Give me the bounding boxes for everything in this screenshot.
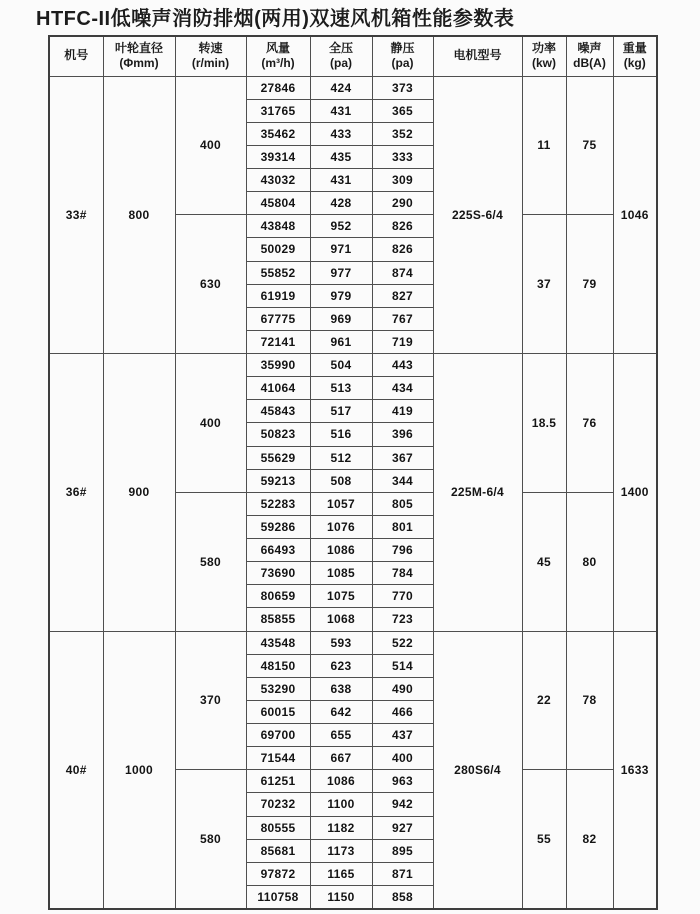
cell-air-volume: 43848: [246, 215, 310, 238]
cell-air-volume: 55629: [246, 446, 310, 469]
cell-speed: 370: [175, 631, 246, 770]
cell-static-pressure: 400: [372, 747, 433, 770]
cell-total-pressure: 667: [310, 747, 372, 770]
cell-static-pressure: 767: [372, 307, 433, 330]
cell-speed: 630: [175, 215, 246, 354]
cell-air-volume: 66493: [246, 539, 310, 562]
header-unit: (kw): [532, 56, 556, 71]
header-unit: (m³/h): [261, 56, 295, 71]
cell-air-volume: 50823: [246, 423, 310, 446]
cell-total-pressure: 1182: [310, 816, 372, 839]
cell-static-pressure: 309: [372, 169, 433, 192]
cell-power: 37: [522, 215, 566, 354]
cell-static-pressure: 805: [372, 492, 433, 515]
header-unit: (pa): [391, 56, 414, 71]
table-row: [49, 354, 657, 377]
cell-total-pressure: 504: [310, 354, 372, 377]
cell-air-volume: 43548: [246, 631, 310, 654]
cell-static-pressure: 871: [372, 862, 433, 885]
cell-static-pressure: 443: [372, 354, 433, 377]
col-header-impeller-diameter: [103, 36, 175, 76]
col-header-power: [522, 36, 566, 76]
header-label: 静压: [390, 40, 415, 55]
cell-impeller-diameter: 800: [103, 76, 175, 354]
cell-static-pressure: 419: [372, 400, 433, 423]
cell-static-pressure: 723: [372, 608, 433, 631]
cell-air-volume: 45843: [246, 400, 310, 423]
cell-static-pressure: 522: [372, 631, 433, 654]
header-row: [49, 36, 657, 76]
cell-total-pressure: 1165: [310, 862, 372, 885]
cell-air-volume: 35990: [246, 354, 310, 377]
cell-total-pressure: 424: [310, 76, 372, 99]
cell-total-pressure: 1150: [310, 885, 372, 908]
cell-total-pressure: 952: [310, 215, 372, 238]
col-header-motor-model: [433, 36, 522, 76]
cell-air-volume: 55852: [246, 261, 310, 284]
cell-static-pressure: 796: [372, 539, 433, 562]
cell-motor-model: 225M-6/4: [433, 354, 522, 632]
cell-total-pressure: 655: [310, 724, 372, 747]
cell-static-pressure: 344: [372, 469, 433, 492]
cell-air-volume: 80555: [246, 816, 310, 839]
cell-unit-no: 40#: [49, 631, 103, 909]
page-title: HTFC-II低噪声消防排烟(两用)双速风机箱性能参数表: [36, 8, 515, 30]
cell-total-pressure: 517: [310, 400, 372, 423]
cell-static-pressure: 367: [372, 446, 433, 469]
col-header-noise: [566, 36, 613, 76]
cell-total-pressure: 593: [310, 631, 372, 654]
cell-static-pressure: 895: [372, 839, 433, 862]
cell-air-volume: 41064: [246, 377, 310, 400]
cell-total-pressure: 513: [310, 377, 372, 400]
fan-spec-table: [48, 35, 658, 910]
header-label: 电机型号: [453, 48, 502, 63]
cell-static-pressure: 827: [372, 284, 433, 307]
cell-total-pressure: 433: [310, 122, 372, 145]
cell-total-pressure: 431: [310, 99, 372, 122]
cell-total-pressure: 1085: [310, 562, 372, 585]
cell-weight: 1046: [613, 76, 657, 354]
cell-weight: 1400: [613, 354, 657, 632]
header-label: 叶轮直径: [114, 40, 163, 55]
col-header-speed: [175, 36, 246, 76]
cell-static-pressure: 437: [372, 724, 433, 747]
header-unit: (pa): [330, 56, 352, 71]
cell-power: 11: [522, 76, 566, 215]
cell-air-volume: 61251: [246, 770, 310, 793]
cell-total-pressure: 428: [310, 192, 372, 215]
cell-total-pressure: 623: [310, 654, 372, 677]
table-row: [49, 631, 657, 654]
cell-noise: 75: [566, 76, 613, 215]
header-label: 全压: [328, 40, 353, 55]
cell-total-pressure: 642: [310, 700, 372, 723]
col-header-static-pressure: [372, 36, 433, 76]
header-label: 转速: [198, 40, 223, 55]
cell-motor-model: 280S6/4: [433, 631, 522, 909]
cell-weight: 1633: [613, 631, 657, 909]
cell-static-pressure: 352: [372, 122, 433, 145]
header-unit: (Φmm): [119, 56, 159, 71]
cell-air-volume: 59286: [246, 515, 310, 538]
cell-power: 55: [522, 770, 566, 909]
cell-static-pressure: 927: [372, 816, 433, 839]
header-unit: (r/min): [191, 56, 230, 71]
table-header: [49, 36, 657, 76]
header-unit: (kg): [623, 56, 646, 71]
cell-static-pressure: 801: [372, 515, 433, 538]
cell-air-volume: 69700: [246, 724, 310, 747]
cell-air-volume: 61919: [246, 284, 310, 307]
cell-noise: 80: [566, 492, 613, 631]
cell-total-pressure: 1068: [310, 608, 372, 631]
cell-static-pressure: 396: [372, 423, 433, 446]
cell-speed: 580: [175, 770, 246, 909]
cell-air-volume: 43032: [246, 169, 310, 192]
cell-total-pressure: 435: [310, 145, 372, 168]
cell-air-volume: 67775: [246, 307, 310, 330]
cell-speed: 400: [175, 76, 246, 215]
cell-total-pressure: 961: [310, 330, 372, 353]
cell-air-volume: 85681: [246, 839, 310, 862]
cell-total-pressure: 1086: [310, 770, 372, 793]
col-header-air-volume: [246, 36, 310, 76]
cell-static-pressure: 826: [372, 215, 433, 238]
col-header-unit-no: [49, 36, 103, 76]
cell-power: 45: [522, 492, 566, 631]
cell-static-pressure: 490: [372, 677, 433, 700]
cell-static-pressure: 826: [372, 238, 433, 261]
cell-air-volume: 48150: [246, 654, 310, 677]
cell-static-pressure: 963: [372, 770, 433, 793]
cell-noise: 76: [566, 354, 613, 493]
cell-static-pressure: 858: [372, 885, 433, 908]
cell-total-pressure: 1100: [310, 793, 372, 816]
cell-air-volume: 45804: [246, 192, 310, 215]
cell-impeller-diameter: 1000: [103, 631, 175, 909]
table-body: [49, 76, 657, 909]
cell-noise: 79: [566, 215, 613, 354]
cell-total-pressure: 516: [310, 423, 372, 446]
cell-air-volume: 35462: [246, 122, 310, 145]
cell-motor-model: 225S-6/4: [433, 76, 522, 354]
cell-power: 22: [522, 631, 566, 770]
cell-impeller-diameter: 900: [103, 354, 175, 632]
cell-static-pressure: 290: [372, 192, 433, 215]
cell-air-volume: 72141: [246, 330, 310, 353]
cell-noise: 82: [566, 770, 613, 909]
cell-static-pressure: 719: [372, 330, 433, 353]
cell-static-pressure: 874: [372, 261, 433, 284]
cell-air-volume: 60015: [246, 700, 310, 723]
cell-static-pressure: 942: [372, 793, 433, 816]
cell-unit-no: 33#: [49, 76, 103, 354]
cell-static-pressure: 373: [372, 76, 433, 99]
cell-air-volume: 52283: [246, 492, 310, 515]
table-row: [49, 76, 657, 99]
cell-total-pressure: 508: [310, 469, 372, 492]
cell-air-volume: 27846: [246, 76, 310, 99]
cell-air-volume: 80659: [246, 585, 310, 608]
cell-static-pressure: 784: [372, 562, 433, 585]
cell-total-pressure: 977: [310, 261, 372, 284]
header-label: 风量: [265, 40, 290, 55]
cell-speed: 400: [175, 354, 246, 493]
header-label: 噪声: [577, 40, 602, 55]
header-label: 机号: [64, 48, 89, 63]
cell-air-volume: 71544: [246, 747, 310, 770]
header-label: 功率: [531, 40, 556, 55]
cell-air-volume: 85855: [246, 608, 310, 631]
cell-air-volume: 70232: [246, 793, 310, 816]
cell-static-pressure: 466: [372, 700, 433, 723]
cell-air-volume: 110758: [246, 885, 310, 908]
header-unit: dB(A): [573, 56, 606, 71]
cell-total-pressure: 512: [310, 446, 372, 469]
cell-air-volume: 50029: [246, 238, 310, 261]
cell-air-volume: 39314: [246, 145, 310, 168]
cell-total-pressure: 1076: [310, 515, 372, 538]
cell-unit-no: 36#: [49, 354, 103, 632]
cell-static-pressure: 770: [372, 585, 433, 608]
cell-total-pressure: 1057: [310, 492, 372, 515]
cell-speed: 580: [175, 492, 246, 631]
cell-total-pressure: 431: [310, 169, 372, 192]
cell-power: 18.5: [522, 354, 566, 493]
cell-static-pressure: 434: [372, 377, 433, 400]
cell-static-pressure: 514: [372, 654, 433, 677]
cell-air-volume: 53290: [246, 677, 310, 700]
cell-total-pressure: 971: [310, 238, 372, 261]
cell-static-pressure: 333: [372, 145, 433, 168]
cell-air-volume: 31765: [246, 99, 310, 122]
cell-total-pressure: 1075: [310, 585, 372, 608]
cell-total-pressure: 979: [310, 284, 372, 307]
cell-static-pressure: 365: [372, 99, 433, 122]
cell-total-pressure: 638: [310, 677, 372, 700]
cell-total-pressure: 969: [310, 307, 372, 330]
cell-air-volume: 59213: [246, 469, 310, 492]
col-header-total-pressure: [310, 36, 372, 76]
cell-air-volume: 97872: [246, 862, 310, 885]
cell-noise: 78: [566, 631, 613, 770]
cell-air-volume: 73690: [246, 562, 310, 585]
cell-total-pressure: 1086: [310, 539, 372, 562]
col-header-weight: [613, 36, 657, 76]
cell-total-pressure: 1173: [310, 839, 372, 862]
header-label: 重量: [622, 40, 647, 55]
